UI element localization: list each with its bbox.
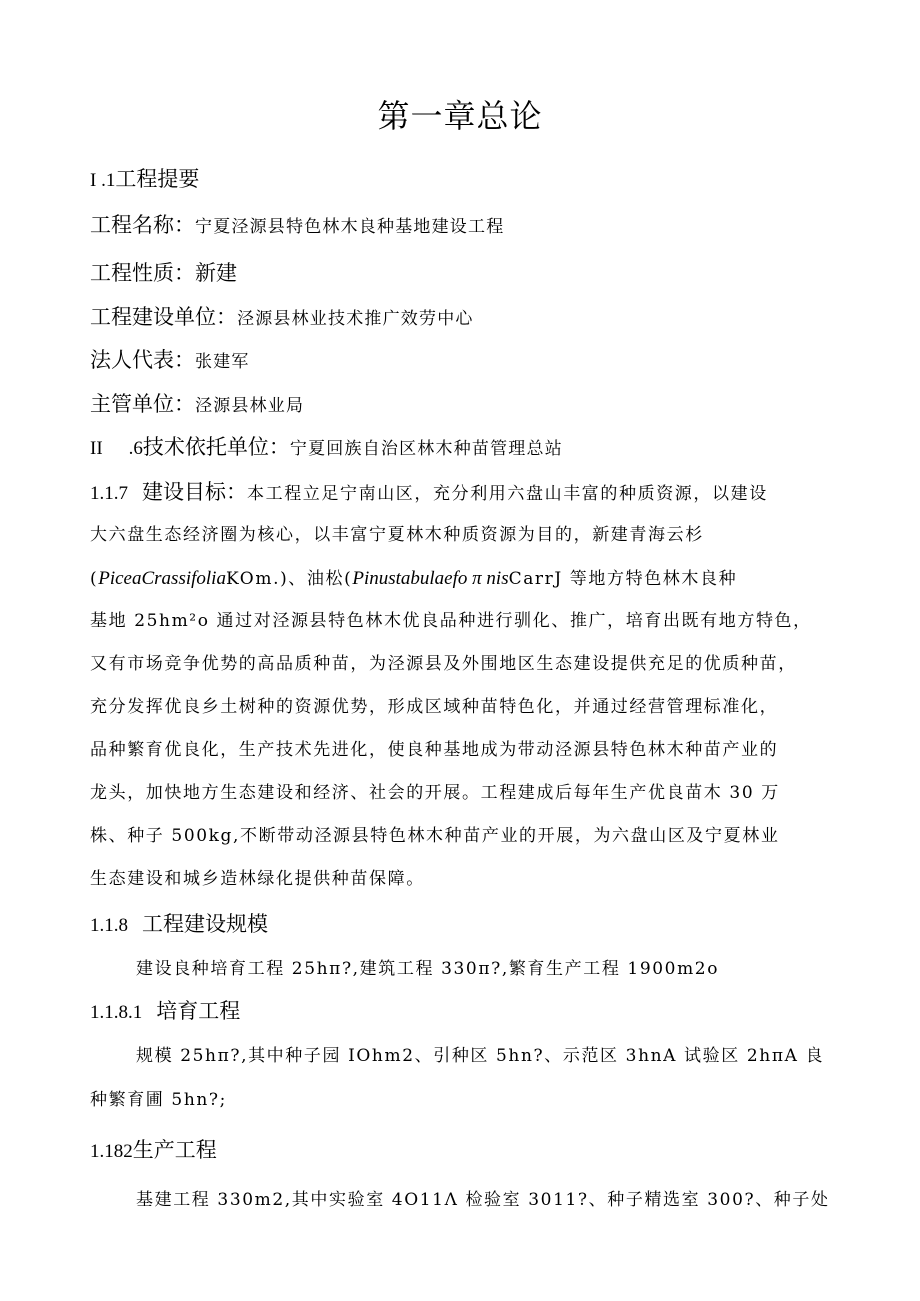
section-heading: 建设目标： [142,480,247,504]
section-number: 1.182 [90,1141,133,1162]
section-nursery-project [90,996,240,1028]
scale-text: 建设良种培育工程 25hπ?,建筑工程 330π?,繁育生产工程 1900m2o [136,959,720,979]
field-legal-representative [90,345,250,377]
section-number: I .1 [90,170,116,191]
section-number: 1.1.7 [90,483,128,504]
field-label: 主管单位： [90,392,195,416]
field-project-name [90,210,504,242]
goal-line-4: 基地 25hm²o 通过对泾源县特色林木优良品种进行驯化、推广，培育出既有地方特色， [90,611,812,631]
field-label: 技术依托单位： [142,435,290,459]
nursery-line-1: 规模 25hπ?,其中种子园 IOhm2、引种区 5hn?、示范区 3hnA 试验区 2hπA 良 [136,1046,825,1066]
nursery-line-2: 种繁育圃 5hn?; [90,1090,227,1110]
goal-line-7: 品种繁育优良化，生产技术先进化，使良种基地成为带动泾源县特色林木种苗产业的 [90,740,779,760]
field-label: 工程名称： [90,213,195,237]
section-heading: 工程建设规模 [142,912,268,936]
production-line-1: 基建工程 330m2,其中实验室 4O11Λ 检验室 3011?、种子精选室 300?、种子处 [136,1190,830,1210]
goal-line-10: 生态建设和城乡造林绿化提供种苗保障。 [90,869,425,889]
section-number-sub: .6 [128,438,143,459]
goal-line-8: 龙头，加快地方生态建设和经济、社会的开展。工程建成后每年生产优良苗木 30 万 [90,783,780,803]
section-project-summary [90,164,199,196]
field-supervising-unit [90,389,304,421]
field-label: 工程建设单位： [90,305,237,329]
goal-line-5: 又有市场竞争优势的高品质种苗，为泾源县及外围地区生态建设提供充足的优质种苗， [90,654,797,674]
field-value: 泾源县林业技术推广效劳中心 [237,309,474,329]
paragraph-text: 本工程立足宁南山区，充分利用六盘山丰富的种质资源，以建设 [247,484,768,504]
section-heading: 生产工程 [132,1138,217,1162]
field-value: 宁夏回族自治区林木种苗管理总站 [289,439,563,459]
field-technical-support-unit [90,432,563,464]
field-value: 新建 [195,261,237,285]
latin-name: Pinustabulaefo π nis [352,568,509,589]
goal-line-2: 大六盘生态经济圈为核心，以丰富宁夏林木种质资源为目的，新建青海云杉 [90,525,704,545]
goal-line-9: 株、种子 500kg,不断带动泾源县特色林木种苗产业的开展，为六盘山区及宁夏林业 [90,826,780,846]
section-heading: 培育工程 [156,999,241,1023]
section-number: II [90,438,103,459]
field-label: 法人代表： [90,348,195,372]
field-project-nature [90,258,237,289]
section-number: 1.1.8.1 [90,1002,143,1023]
field-value: 张建军 [195,352,250,372]
field-construction-unit [90,302,474,334]
goal-line-6: 充分发挥优良乡土树种的资源优势，形成区域种苗特色化，并通过经营管理标准化， [90,697,779,717]
goal-line-1 [90,477,768,509]
section-production-project [90,1135,217,1167]
latin-name: PiceaCrassifolia [98,568,226,589]
field-value: 泾源县林业局 [195,396,305,416]
goal-line-3: (PiceaCrassifoliaKOm.)、油松(Pinustabulaefo π nisCarrJ 等地方特色林木良种 [90,568,738,589]
section-construction-scale [90,909,268,941]
chapter-title: 第一章总论 [377,97,543,135]
field-label: 工程性质： [90,261,195,285]
field-value: 宁夏泾源县特色林木良种基地建设工程 [195,217,505,237]
section-number: 1.1.8 [90,915,128,936]
section-heading: 工程提要 [115,167,200,191]
